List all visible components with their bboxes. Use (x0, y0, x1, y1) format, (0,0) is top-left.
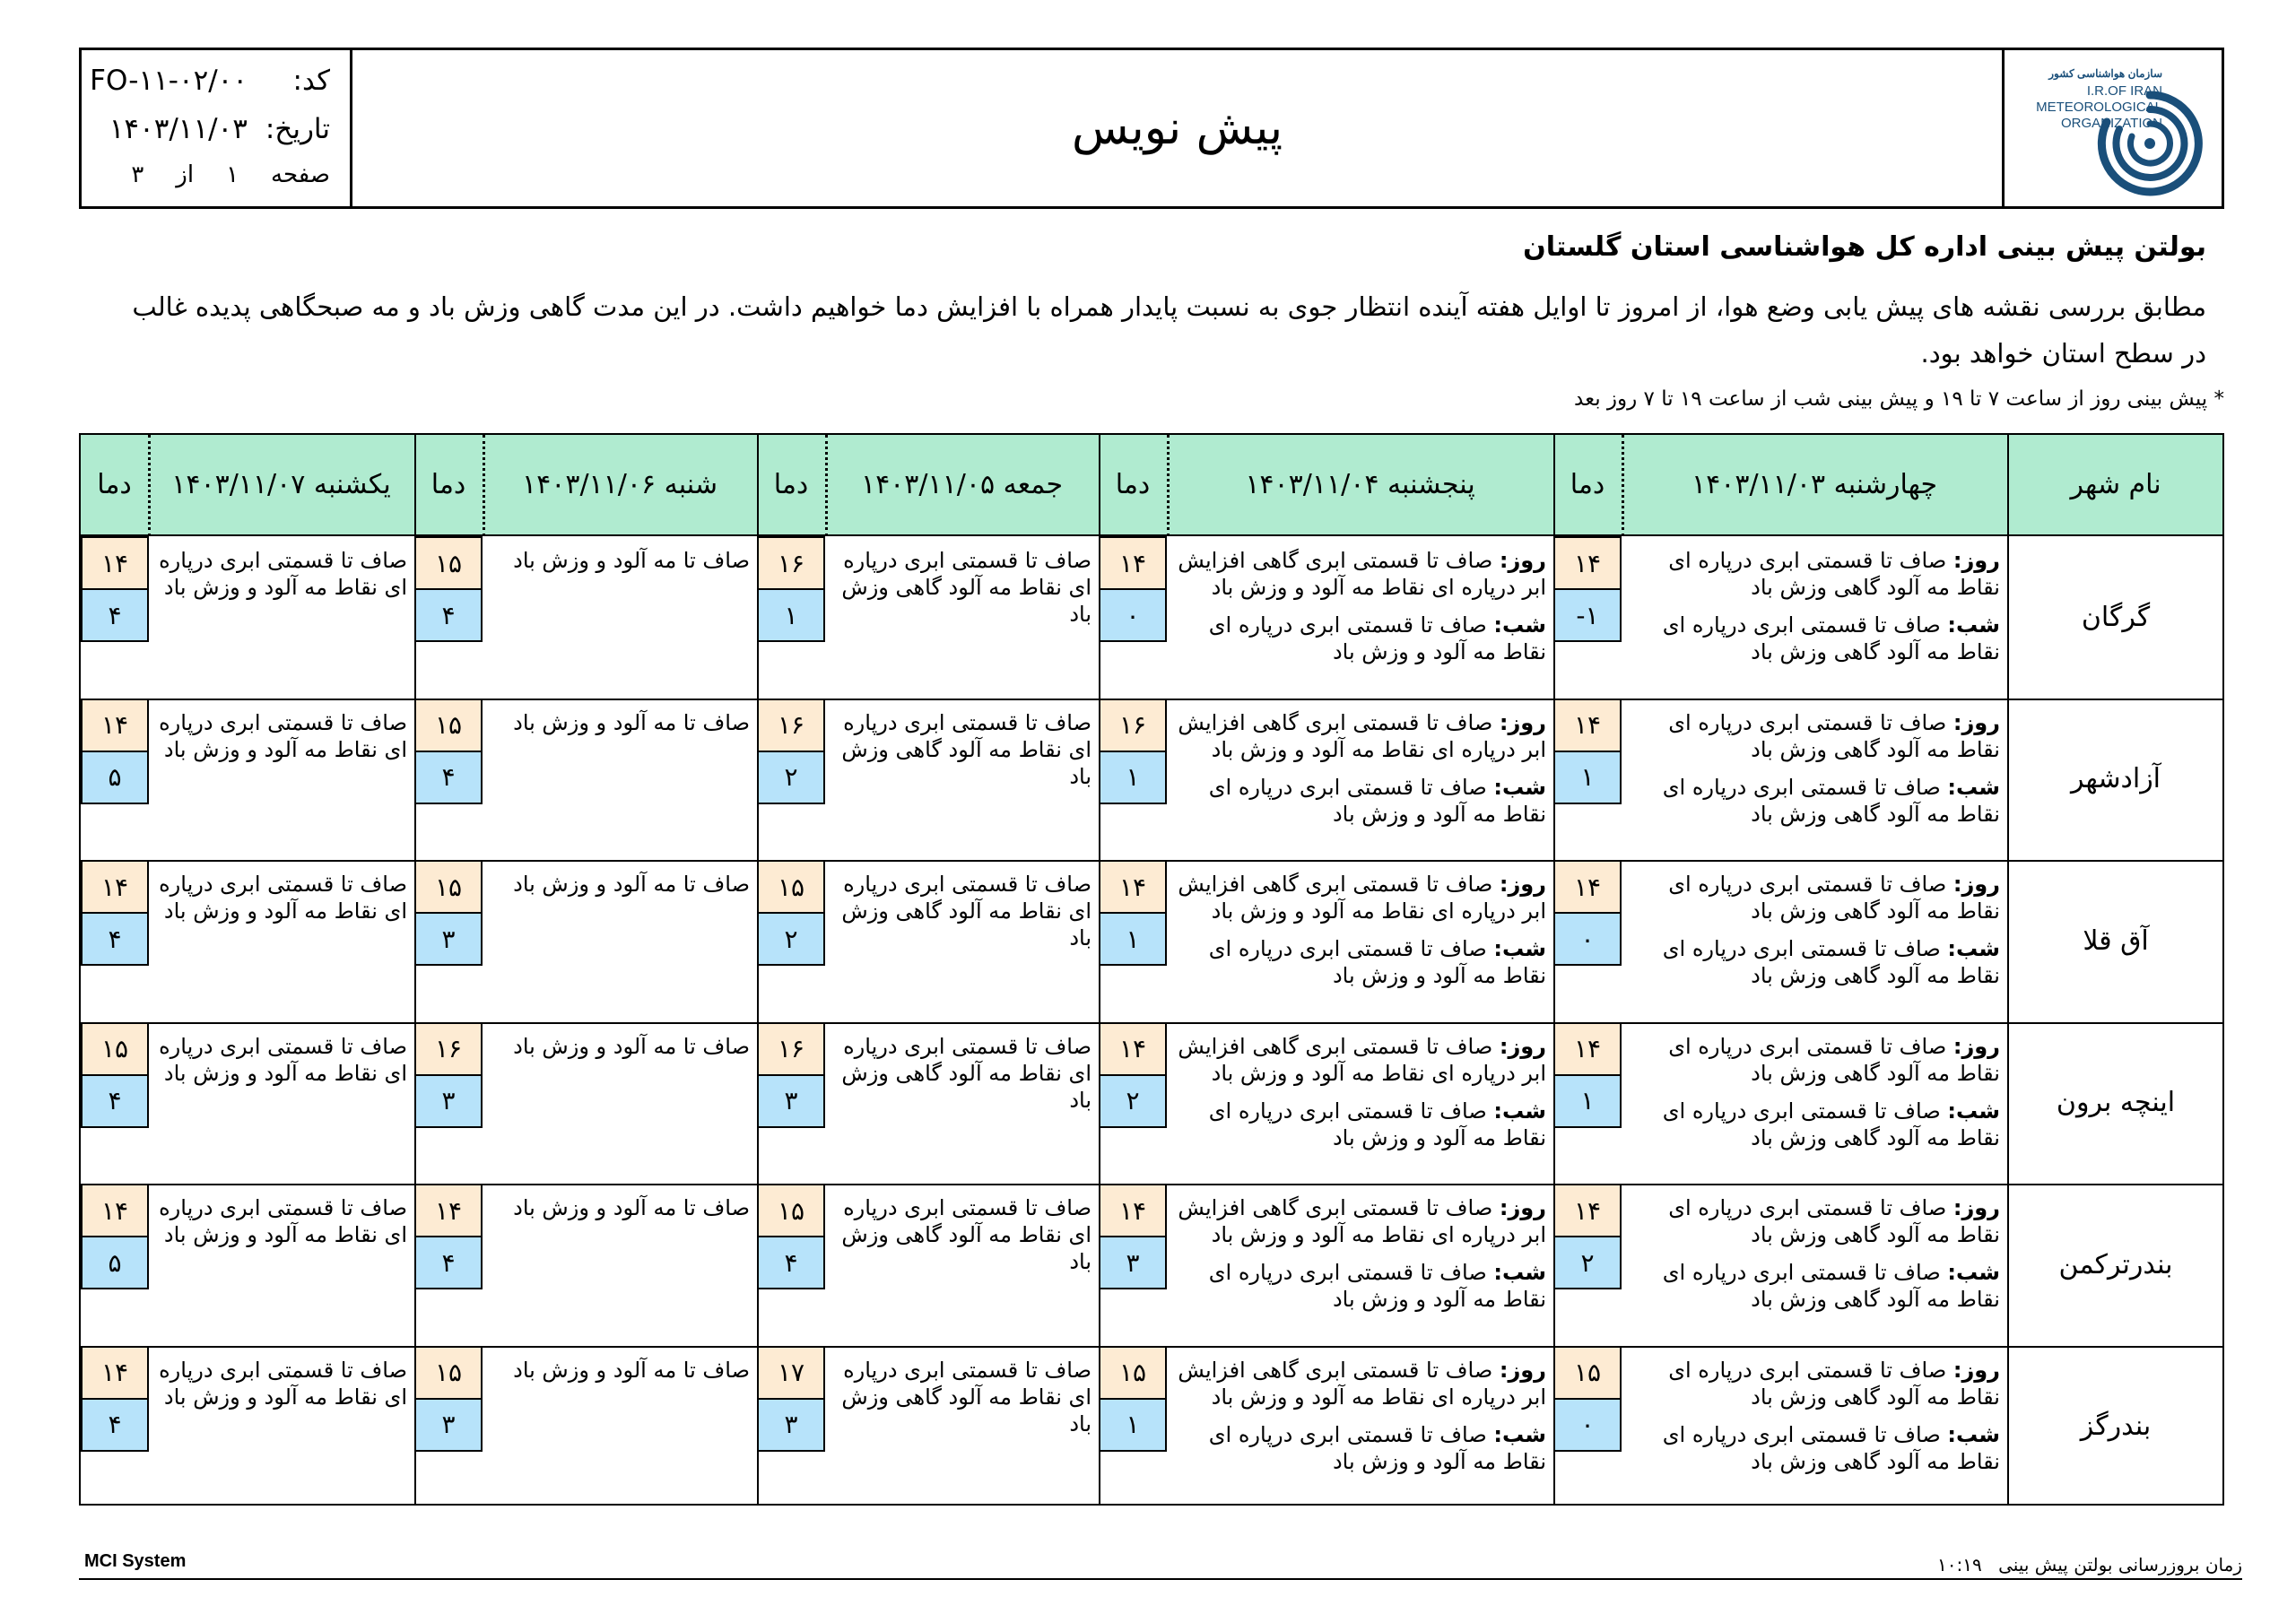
max-temp: ۱۵ (414, 860, 483, 914)
day-label: روز: (1952, 1033, 2000, 1059)
max-temp: ۱۴ (1553, 699, 1622, 752)
max-temp: ۱۷ (757, 1346, 825, 1400)
max-temp: ۱۴ (1099, 860, 1167, 914)
date-label: تاریخ: (265, 113, 330, 145)
forecast-cell (1174, 547, 1546, 665)
max-temp: ۱۴ (1553, 536, 1622, 590)
min-temp: ۱ (757, 588, 825, 642)
max-temp: ۱۵ (414, 536, 483, 590)
max-temp: ۱۶ (1099, 699, 1167, 752)
update-time-label: زمان بروزرسانی بولتن پیش بینی (1998, 1554, 2242, 1575)
min-temp: ۳ (757, 1398, 825, 1452)
night-label: شب: (1947, 612, 2000, 638)
night-forecast-text: صاف تا قسمتی ابری درپاره ای نقاط مه آلود و وزش باد (1208, 1421, 1546, 1474)
forecast-cell: صاف تا مه آلود و وزش باد (513, 1033, 750, 1059)
night-label: شب: (1947, 774, 2000, 800)
day-label: روز: (1499, 872, 1546, 897)
day-label: روز: (1499, 709, 1546, 735)
forecast-cell (1629, 1357, 2000, 1475)
bulletin-title: بولتن پیش بینی اداره کل هواشناسی استان گلستان (1523, 231, 2206, 263)
temp-header-1: دما (1570, 469, 1605, 500)
night-forecast (1174, 774, 1546, 828)
max-temp: ۱۴ (81, 1184, 149, 1237)
night-forecast (1629, 1098, 2000, 1151)
temp-header-5: دما (97, 469, 132, 500)
min-temp: ۴ (414, 588, 483, 642)
city-name: بندرترکمن (2058, 1248, 2173, 1280)
day-header-3: جمعه ۱۴۰۳/۱۱/۰۵ (860, 469, 1064, 500)
forecast-cell: صاف تا قسمتی ابری درپاره ای نقاط مه آلود و وزش باد (159, 1195, 407, 1247)
date-value: ۱۴۰۳/۱۱/۰۳ (109, 113, 248, 145)
min-temp: ۲ (757, 912, 825, 966)
city-name: اینچه برون (2056, 1087, 2176, 1119)
max-temp: ۱۴ (1099, 1184, 1167, 1237)
night-forecast (1174, 1098, 1546, 1151)
min-temp: ۴ (81, 588, 149, 642)
forecast-cell: صاف تا مه آلود و وزش باد (513, 1357, 750, 1383)
day-forecast (1174, 709, 1546, 763)
city-name: گرگان (2081, 601, 2151, 633)
forecast-table (79, 433, 2224, 1506)
night-forecast-text: صاف تا قسمتی ابری درپاره ای نقاط مه آلود گاهی وزش باد (1662, 1098, 2000, 1150)
temp-header-4: دما (430, 469, 466, 500)
forecast-cell: صاف تا قسمتی ابری درپاره ای نقاط مه آلود و وزش باد (159, 709, 407, 762)
forecast-cell: صاف تا قسمتی ابری درپاره ای نقاط مه آلود گاهی وزش باد (841, 872, 1091, 950)
code-label: کد: (292, 65, 330, 97)
forecast-cell (1174, 1194, 1546, 1313)
day-label: روز: (1952, 709, 2000, 735)
day-label: روز: (1499, 1195, 1546, 1220)
max-temp: ۱۵ (81, 1022, 149, 1076)
min-temp: ۵ (81, 751, 149, 804)
night-label: شب: (1493, 774, 1546, 800)
max-temp: ۱۵ (1099, 1346, 1167, 1400)
min-temp: ۱ (1099, 1398, 1167, 1452)
max-temp: ۱۶ (757, 699, 825, 752)
day-header-1: چهارشنبه ۱۴۰۳/۱۱/۰۳ (1692, 469, 1937, 500)
forecast-cell: صاف تا مه آلود و وزش باد (513, 548, 750, 573)
page-total: ۳ (131, 161, 144, 188)
night-forecast-text: صاف تا قسمتی ابری درپاره ای نقاط مه آلود و وزش باد (1208, 612, 1546, 664)
forecast-cell: صاف تا مه آلود و وزش باد (513, 872, 750, 897)
max-temp: ۱۶ (757, 1022, 825, 1076)
forecast-cell: صاف تا قسمتی ابری درپاره ای نقاط مه آلود و وزش باد (159, 1033, 407, 1086)
min-temp: ۴ (414, 751, 483, 804)
logo-line-1: سازمان هواشناسی کشور (2048, 67, 2162, 80)
day-forecast-text: صاف تا قسمتی ابری درپاره ای نقاط مه آلود گاهی وزش باد (1668, 1357, 2000, 1410)
forecast-cell: صاف تا قسمتی ابری درپاره ای نقاط مه آلود گاهی وزش باد (841, 548, 1091, 627)
day-header-4: شنبه ۱۴۰۳/۱۱/۰۶ (522, 469, 718, 500)
max-temp: ۱۴ (1553, 1184, 1622, 1237)
min-temp: ۱ (1553, 751, 1622, 804)
max-temp: ۱۶ (414, 1022, 483, 1076)
day-forecast (1174, 871, 1546, 924)
min-temp: ۵ (81, 1236, 149, 1289)
city-name: بندرگز (2080, 1410, 2152, 1443)
day-label: روز: (1952, 1357, 2000, 1383)
forecast-cell (1629, 547, 2000, 665)
day-forecast (1629, 1194, 2000, 1248)
night-forecast (1629, 612, 2000, 665)
max-temp: ۱۴ (414, 1184, 483, 1237)
min-temp: ۱ (1553, 1074, 1622, 1128)
night-forecast (1629, 774, 2000, 828)
day-forecast-text: صاف تا قسمتی ابری درپاره ای نقاط مه آلود گاهی وزش باد (1668, 1033, 2000, 1086)
forecast-cell (1629, 709, 2000, 828)
max-temp: ۱۴ (1553, 860, 1622, 914)
forecast-cell (1629, 1033, 2000, 1151)
night-forecast-text: صاف تا قسمتی ابری درپاره ای نقاط مه آلود گاهی وزش باد (1662, 1260, 2000, 1312)
code-value: FO-۱۱-۰۲/۰۰ (90, 65, 248, 97)
night-label: شب: (1493, 936, 1546, 961)
night-forecast-text: صاف تا قسمتی ابری درپاره ای نقاط مه آلود گاهی وزش باد (1662, 1421, 2000, 1474)
min-temp: ۳ (1099, 1236, 1167, 1289)
forecast-cell: صاف تا قسمتی ابری درپاره ای نقاط مه آلود گاهی وزش باد (841, 1195, 1091, 1274)
day-forecast-text: صاف تا قسمتی ابری گاهی افزایش ابر درپاره ای نقاط مه آلود و وزش باد (1178, 1357, 1546, 1410)
night-forecast-text: صاف تا قسمتی ابری درپاره ای نقاط مه آلود گاهی وزش باد (1662, 936, 2000, 988)
max-temp: ۱۵ (757, 860, 825, 914)
night-forecast-text: صاف تا قسمتی ابری درپاره ای نقاط مه آلود و وزش باد (1208, 1098, 1546, 1150)
forecast-cell (1629, 1194, 2000, 1313)
forecast-cell (1629, 871, 2000, 989)
day-forecast (1629, 1357, 2000, 1410)
page-number: ۱ (226, 161, 239, 188)
day-forecast (1629, 709, 2000, 763)
bulletin-text: مطابق بررسی نقشه های پیش یابی وضع هوا، از امروز تا اوایل هفته آینده انتظار جوی به نسبت پایدار همراه با افزایش دما خواهیم داشت. در این مدت گاهی وزش باد و مه صبحگاهی پدیده غالب در سطح استان خواهد بود. (132, 291, 2206, 369)
document-meta (82, 50, 352, 206)
min-temp: ۳ (414, 912, 483, 966)
night-label: شب: (1947, 1421, 2000, 1447)
max-temp: ۱۵ (414, 1346, 483, 1400)
day-label: روز: (1952, 548, 2000, 573)
document-header (79, 48, 2224, 209)
day-header-5: یکشنبه ۱۴۰۳/۱۱/۰۷ (171, 469, 391, 500)
day-header-2: پنجشنبه ۱۴۰۳/۱۱/۰۴ (1245, 469, 1475, 500)
forecast-cell: صاف تا قسمتی ابری درپاره ای نقاط مه آلود و وزش باد (159, 872, 407, 924)
day-forecast-text: صاف تا قسمتی ابری گاهی افزایش ابر درپاره ای نقاط مه آلود و وزش باد (1178, 548, 1546, 600)
min-temp: -۱ (1553, 588, 1622, 642)
min-temp: ۱ (1099, 912, 1167, 966)
night-label: شب: (1493, 612, 1546, 638)
temp-header-2: دما (1115, 469, 1151, 500)
logo-line-2: I.R.OF IRAN (2086, 83, 2162, 99)
min-temp: ۰ (1553, 1398, 1622, 1452)
min-temp: ۴ (81, 1398, 149, 1452)
night-forecast-text: صاف تا قسمتی ابری درپاره ای نقاط مه آلود و وزش باد (1208, 774, 1546, 827)
night-forecast (1174, 1421, 1546, 1475)
day-forecast-text: صاف تا قسمتی ابری گاهی افزایش ابر درپاره ای نقاط مه آلود و وزش باد (1178, 872, 1546, 924)
document-title: پیش نویس (1071, 101, 1283, 155)
max-temp: ۱۴ (81, 860, 149, 914)
city-header: نام شهر (2070, 469, 2161, 500)
day-forecast-text: صاف تا قسمتی ابری گاهی افزایش ابر درپاره ای نقاط مه آلود و وزش باد (1178, 709, 1546, 762)
max-temp: ۱۴ (81, 699, 149, 752)
min-temp: ۰ (1099, 588, 1167, 642)
min-temp: ۲ (1099, 1074, 1167, 1128)
max-temp: ۱۵ (757, 1184, 825, 1237)
night-label: شب: (1493, 1421, 1546, 1447)
day-label: روز: (1499, 1357, 1546, 1383)
night-label: شب: (1947, 936, 2000, 961)
min-temp: ۱ (1099, 751, 1167, 804)
forecast-cell (1174, 871, 1546, 989)
min-temp: ۲ (1553, 1236, 1622, 1289)
min-temp: ۰ (1553, 912, 1622, 966)
footer-system-name: MCI System (84, 1551, 187, 1571)
min-temp: ۲ (757, 751, 825, 804)
day-label: روز: (1952, 1195, 2000, 1220)
day-forecast (1629, 547, 2000, 601)
forecast-cell: صاف تا قسمتی ابری درپاره ای نقاط مه آلود و وزش باد (159, 1357, 407, 1410)
day-forecast-text: صاف تا قسمتی ابری گاهی افزایش ابر درپاره ای نقاط مه آلود و وزش باد (1178, 1033, 1546, 1086)
night-label: شب: (1947, 1098, 2000, 1124)
night-label: شب: (1493, 1098, 1546, 1124)
max-temp: ۱۴ (81, 1346, 149, 1400)
city-name: آزادشهر (2070, 763, 2161, 795)
day-forecast-text: صاف تا قسمتی ابری درپاره ای نقاط مه آلود گاهی وزش باد (1668, 1195, 2000, 1247)
forecast-cell: صاف تا قسمتی ابری درپاره ای نقاط مه آلود گاهی وزش باد (841, 1033, 1091, 1113)
day-forecast-text: صاف تا قسمتی ابری درپاره ای نقاط مه آلود گاهی وزش باد (1668, 548, 2000, 600)
forecast-cell: صاف تا قسمتی ابری درپاره ای نقاط مه آلود و وزش باد (159, 548, 407, 600)
night-forecast (1174, 1259, 1546, 1313)
night-forecast-text: صاف تا قسمتی ابری درپاره ای نقاط مه آلود و وزش باد (1208, 936, 1546, 988)
max-temp: ۱۴ (81, 536, 149, 590)
footer-rule (79, 1578, 2242, 1580)
footer-update-time (1937, 1554, 2242, 1575)
update-time-value: ۱۰:۱۹ (1937, 1554, 1982, 1575)
temp-header-3: دما (773, 469, 809, 500)
bulletin-note: * پیش بینی روز از ساعت ۷ تا ۱۹ و پیش بینی شب از ساعت ۱۹ تا ۷ روز بعد (1574, 387, 2224, 411)
day-label: روز: (1499, 548, 1546, 573)
night-forecast (1629, 1421, 2000, 1475)
forecast-cell: صاف تا قسمتی ابری درپاره ای نقاط مه آلود گاهی وزش باد (841, 1357, 1091, 1436)
forecast-cell (1174, 709, 1546, 828)
day-forecast (1629, 1033, 2000, 1087)
day-forecast (1174, 1033, 1546, 1087)
day-forecast (1629, 871, 2000, 924)
max-temp: ۱۵ (414, 699, 483, 752)
code-row (90, 65, 330, 97)
day-forecast (1174, 1357, 1546, 1410)
day-forecast-text: صاف تا قسمتی ابری درپاره ای نقاط مه آلود گاهی وزش باد (1668, 709, 2000, 762)
min-temp: ۳ (757, 1074, 825, 1128)
logo-line-4: ORGANIZATION (2060, 116, 2162, 131)
forecast-cell: صاف تا قسمتی ابری درپاره ای نقاط مه آلود گاهی وزش باد (841, 709, 1091, 789)
forecast-cell: صاف تا مه آلود و وزش باد (513, 1195, 750, 1220)
day-forecast-text: صاف تا قسمتی ابری گاهی افزایش ابر درپاره ای نقاط مه آلود و وزش باد (1178, 1195, 1546, 1247)
min-temp: ۴ (81, 1074, 149, 1128)
night-label: شب: (1493, 1260, 1546, 1285)
date-row (109, 113, 330, 145)
forecast-cell (1174, 1033, 1546, 1151)
max-temp: ۱۶ (757, 536, 825, 590)
city-name: آق قلا (2083, 924, 2149, 957)
day-label: روز: (1499, 1033, 1546, 1059)
min-temp: ۴ (757, 1236, 825, 1289)
night-forecast (1629, 1259, 2000, 1313)
page-label: صفحه (271, 161, 330, 188)
day-forecast-text: صاف تا قسمتی ابری درپاره ای نقاط مه آلود گاهی وزش باد (1668, 872, 2000, 924)
max-temp: ۱۵ (1553, 1346, 1622, 1400)
min-temp: ۳ (414, 1074, 483, 1128)
max-temp: ۱۴ (1099, 1022, 1167, 1076)
night-forecast (1174, 935, 1546, 989)
night-forecast (1174, 612, 1546, 665)
day-label: روز: (1952, 872, 2000, 897)
min-temp: ۴ (414, 1236, 483, 1289)
meteorological-organization-logo (2002, 50, 2222, 206)
max-temp: ۱۴ (1553, 1022, 1622, 1076)
day-forecast (1174, 547, 1546, 601)
max-temp: ۱۴ (1099, 536, 1167, 590)
night-label: شب: (1947, 1260, 2000, 1285)
forecast-cell (1174, 1357, 1546, 1475)
min-temp: ۴ (81, 912, 149, 966)
logo-line-3: METEOROLOGICAL (2036, 100, 2162, 115)
min-temp: ۳ (414, 1398, 483, 1452)
day-forecast (1174, 1194, 1546, 1248)
page-row (131, 161, 330, 188)
forecast-cell: صاف تا مه آلود و وزش باد (513, 709, 750, 735)
night-forecast-text: صاف تا قسمتی ابری درپاره ای نقاط مه آلود و وزش باد (1208, 1260, 1546, 1312)
night-forecast-text: صاف تا قسمتی ابری درپاره ای نقاط مه آلود گاهی وزش باد (1662, 612, 2000, 664)
page-of: از (176, 161, 195, 188)
night-forecast (1629, 935, 2000, 989)
night-forecast-text: صاف تا قسمتی ابری درپاره ای نقاط مه آلود گاهی وزش باد (1662, 774, 2000, 827)
